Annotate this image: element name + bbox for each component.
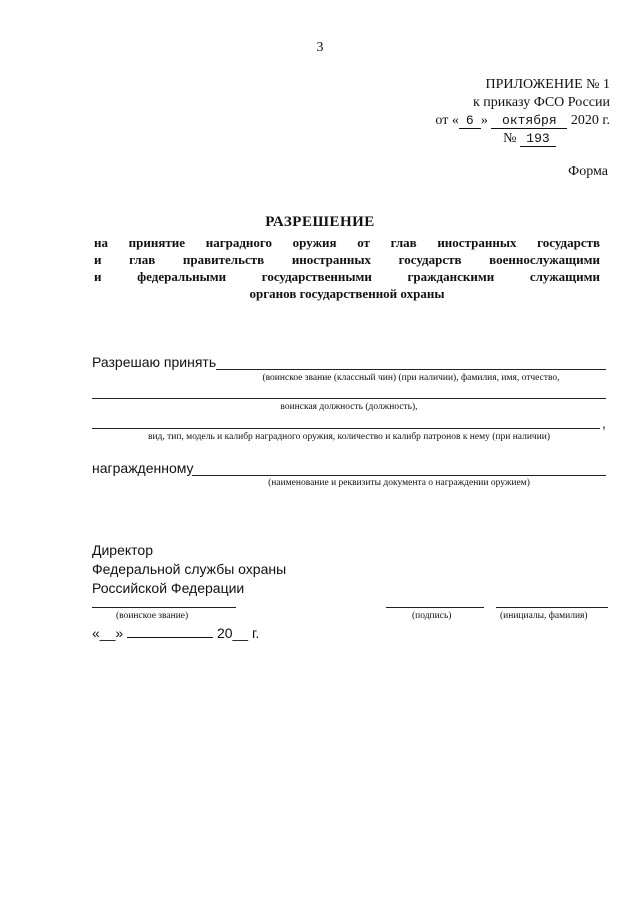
signer-line-1: Директор	[92, 542, 153, 558]
order-number-row	[360, 130, 556, 148]
appendix-header	[360, 76, 610, 148]
date-mid: »	[480, 113, 488, 128]
position-hint: воинская должность (должность),	[280, 402, 418, 412]
permit-field-line[interactable]	[216, 369, 606, 370]
sign-date-month-line[interactable]	[127, 625, 213, 638]
subtitle-line: и федеральными государственными гражданскими служащими	[94, 269, 600, 284]
date-prefix: от «	[435, 113, 459, 128]
position-field-line[interactable]	[92, 398, 606, 399]
order-year: 2020 г.	[570, 113, 610, 128]
awarded-field-line[interactable]	[192, 475, 606, 476]
subtitle-line: органов государственной охраны	[249, 286, 445, 301]
awarded-label: награжденному	[92, 460, 194, 476]
subtitle-line: на принятие наградного оружия от глав иностранных государств	[94, 235, 600, 250]
sign-date	[92, 624, 259, 643]
order-day: 6	[459, 113, 481, 129]
signer-line-3: Российской Федерации	[92, 580, 245, 596]
appendix-title: ПРИЛОЖЕНИЕ № 1	[485, 77, 610, 92]
permit-hint: (воинское звание (классный чин) (при наличии), фамилия, имя, отчество,	[262, 373, 560, 383]
permit-label: Разрешаю принять	[92, 354, 217, 370]
initials-hint: (инициалы, фамилия)	[500, 611, 588, 621]
rank-field-line[interactable]	[92, 607, 236, 608]
signature-field-line[interactable]	[386, 607, 484, 608]
weapon-comma: ,	[602, 415, 606, 431]
initials-field-line[interactable]	[496, 607, 608, 608]
subtitle-line: и глав правительств иностранных государств военнослужащими	[94, 252, 600, 267]
signature-hint: (подпись)	[412, 611, 452, 621]
rank-hint: (воинское звание)	[116, 611, 189, 621]
page-number: 3	[316, 40, 324, 55]
weapon-hint: вид, тип, модель и калибр наградного оружия, количество и калибр патронов к нему (при наличии)	[147, 432, 551, 442]
form-label: Форма	[568, 164, 608, 179]
sign-date-day: «__»	[92, 625, 124, 641]
document-title: РАЗРЕШЕНИЕ	[265, 214, 375, 230]
sign-date-year: 20__ г.	[216, 625, 260, 641]
signer-title	[92, 541, 286, 598]
document-subtitle	[94, 234, 600, 302]
awarded-hint: (наименование и реквизиты документа о награждении оружием)	[268, 478, 530, 488]
signer-line-2: Федеральной службы охраны	[92, 561, 287, 577]
order-month: октября	[491, 113, 567, 129]
order-date	[360, 112, 610, 130]
weapon-field-line[interactable]	[92, 428, 600, 429]
number-prefix: №	[503, 131, 517, 146]
order-number: 193	[520, 131, 556, 147]
order-reference: к приказу ФСО России	[472, 95, 610, 110]
